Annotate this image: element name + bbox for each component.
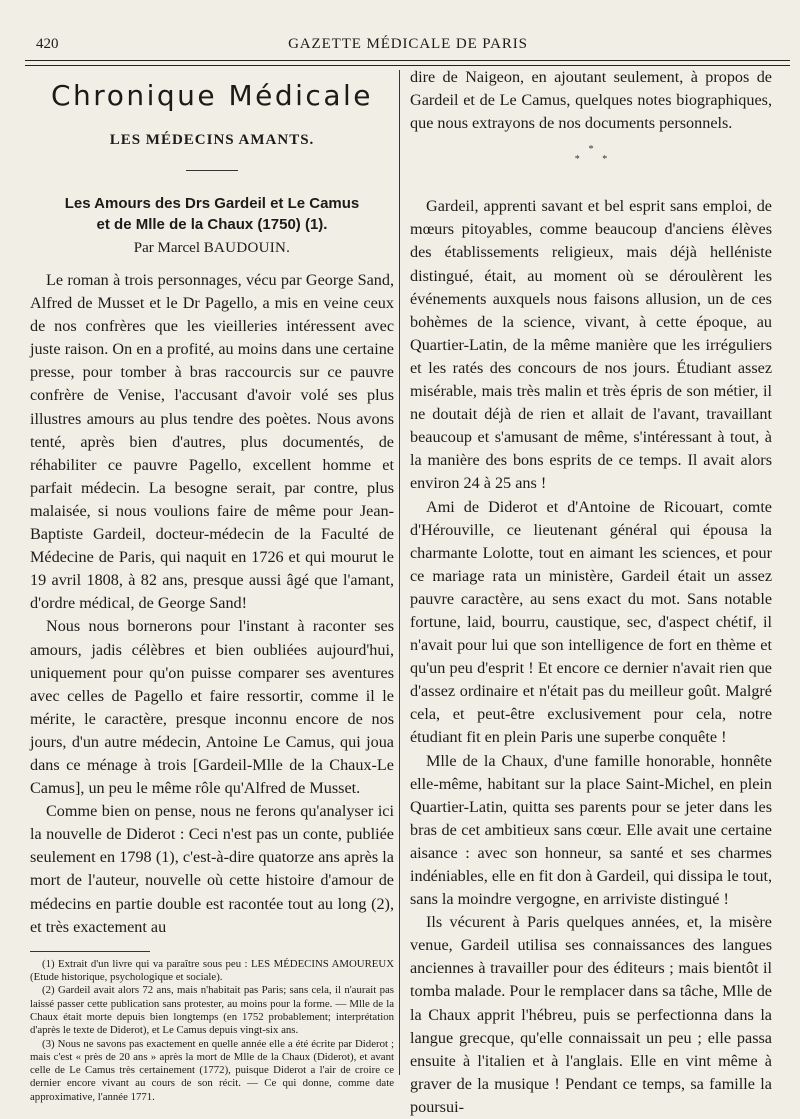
page-number: 420 [36,36,59,52]
author-prefix: Par Marcel [133,240,204,256]
journal-title: GAZETTE MÉDICALE DE PARIS [288,36,528,52]
paragraph: Gardeil, apprenti savant et bel esprit sans emploi, de mœurs pitoyables, comme beaucoup d'anciens élèves des établissements religieux, mais déjà helléniste distingué, était, au moment où se déroulèrent les événements auxquels nous faisons allusion, un de ces bohèmes de la science, vivant, à cette époque, au Quartier-Latin, de la même manière que les irréguliers et les ratés des concours de nos jours. Étudiant assez misérable, mais très malin et très épris de son métier, il ne doutait déjà de rien et allait de l'avant, travaillant beaucoup et s'amusant de même, s'intéressant à tout, à la manière des bons esprits de ce temps. Il avait alors environ 24 à 25 ans ! [410,197,772,493]
left-column [30,66,394,1104]
right-body-main [410,195,772,1119]
paragraph: Ils vécurent à Paris quelques années, et, la misère venue, Gardeil utilisa ses connaissances des langues anciennes à travailler pour des éditeurs ; mais bientôt il tomba malade. Pour le remplacer dans sa tâche, Mlle de la Chaux apprit l'hébreu, puis se perfectionna dans la langue grecque, qu'elle connaissait un peu ; elle passa ensuite à l'italien et à l'anglais. Elle en vint même à graver de la musique ! Pendant ce temps, sa famille la poursui- [410,913,772,1116]
footnote: (3) Nous ne savons pas exactement en quelle année elle a été écrite par Diderot ; mais c'est « près de 20 ans » après la mort de Mlle de la Chaux (Diderot), et avant celle de Le Camus très certainement (1772), puisque Diderot a l'air de croire ce dernier encore vivant au cours de son récit. — Ce qui donne, comme date approximative, l'année 1771. [30,1037,394,1103]
left-body [30,269,394,939]
footnote-rule [30,951,150,952]
chronique-title: Chronique Médicale [51,79,373,112]
paragraph: Mlle de la Chaux, d'une famille honorable, honnête elle-même, habitant sur la place Saint-Michel, en plein Quartier-Latin, quitta ses parents pour se jeter dans les bras de cet ambitieux sans cœur. Elle avait une certaine aisance : avec son honneur, sa santé et ses charmes indéniables, elle en fit don à Gardeil, qui dissipa le tout, sans la moindre vergogne, en arriviste distingué ! [410,751,772,909]
right-column [410,66,772,1119]
paragraph: Comme bien on pense, nous ne ferons qu'analyser ici la nouvelle de Diderot : Ceci n'est pas un conte, publiée seulement en 1798 (1), c'est-à-dire quatorze ans après la mort de l'auteur, nouvelle où cette histoire d'amour de médecins en partie double est racontée tout au long (2), et très exactement au [30,802,394,936]
asterism-bottom: * * [574,154,618,166]
author-name: BAUDOUIN. [203,240,291,256]
article-title [30,193,394,235]
article-title-line-1: Les Amours des Drs Gardeil et Le Camus [64,195,360,212]
asterism-top: * [588,144,594,156]
running-head [28,34,788,56]
article-author [30,237,394,259]
paragraph: Ami de Diderot et d'Antoine de Ricouart, comte d'Hérouville, ce lieutenant général qui épousa la charmante Lolotte, tout en aimant les sciences, et pour ce mariage rata un ministère, Gardeil était un assez pauvre caractère, au sens exact du mot. Sans notable fortune, laid, bourru, caustique, sec, d'aspect chétif, il n'avait pour lui que son intelligence de fort en thème et qu'un peu d'esprit ! Et encore ce dernier n'avait rien que d'assez ordinaire et n'était pas du meilleur goût. Malgré cela, et peut-être exclusivement pour cela, notre étudiant fit en plein Paris une superbe conquête ! [410,497,772,747]
section-rule [186,170,238,171]
column-divider [399,70,400,1075]
paragraph: Nous nous bornerons pour l'instant à raconter ses amours, jadis célèbres et bien oubliées aujourd'hui, uniquement pour qu'on puisse comparer ses aventures avec celles de Pagello et faire ressortir, comme il le mérite, le caractère, presque inconnu encore de nos jours, d'un autre médecin, Antoine Le Camus, qui joua dans ce ménage à trois [Gardeil-Mlle de la Chaux-Le Camus], un peu le même rôle qu'Alfred de Musset. [30,617,394,798]
footnotes [30,958,394,1104]
section-title: LES MÉDECINS AMANTS. [109,132,315,148]
article-title-line-2: et de Mlle de la Chaux (1750) (1). [96,216,328,233]
paragraph: dire de Naigeon, en ajoutant seulement, à propos de Gardeil et de Le Camus, quelques notes biographiques, que nous extrayons de nos documents personnels. [410,68,772,133]
footnote: (1) Extrait d'un livre qui va paraître sous peu : LES MÉDECINS AMOUREUX (Etude historique, psychologique et sociale). [30,957,394,984]
right-body [410,66,772,135]
footnote: (2) Gardeil avait alors 72 ans, mais n'habitait pas Paris; sans cela, il n'aurait pas laissé passer cette publication sans protester, au moins pour la forme. — Mlle de la Chaux était morte depuis bien longtemps (en 1752 probablement; interprétation d'après le texte de Diderot), et Le Camus depuis vingt-six ans. [30,984,394,1037]
paragraph: Le roman à trois personnages, vécu par George Sand, Alfred de Musset et le Dr Pagello, a mis en veine ceux de nos confrères que les vieilleries intéressent avec juste raison. On en a profité, au moins dans une certaine presse, pour tomber à bras raccourcis sur ce pauvre confrère de Venise, l'accusant d'avoir volé ses plus illustres amours au plus tendre des poètes. Nous avons tenté, après bien d'autres, plus documentés, de réhabiliter ce pauvre Pagello, excellent homme et parfait médecin. La besogne serait, par contre, plus malaisée, si nous voulions faire de même pour Jean-Baptiste Gardeil, docteur-médecin de la Faculté de Médecine de Paris, qui naquit en 1726 et qui mourut le 19 avril 1808, à 82 ans, presque aussi âgé que l'amant, d'ordre médical, de George Sand! [30,271,394,613]
asterism-divider [410,145,772,165]
